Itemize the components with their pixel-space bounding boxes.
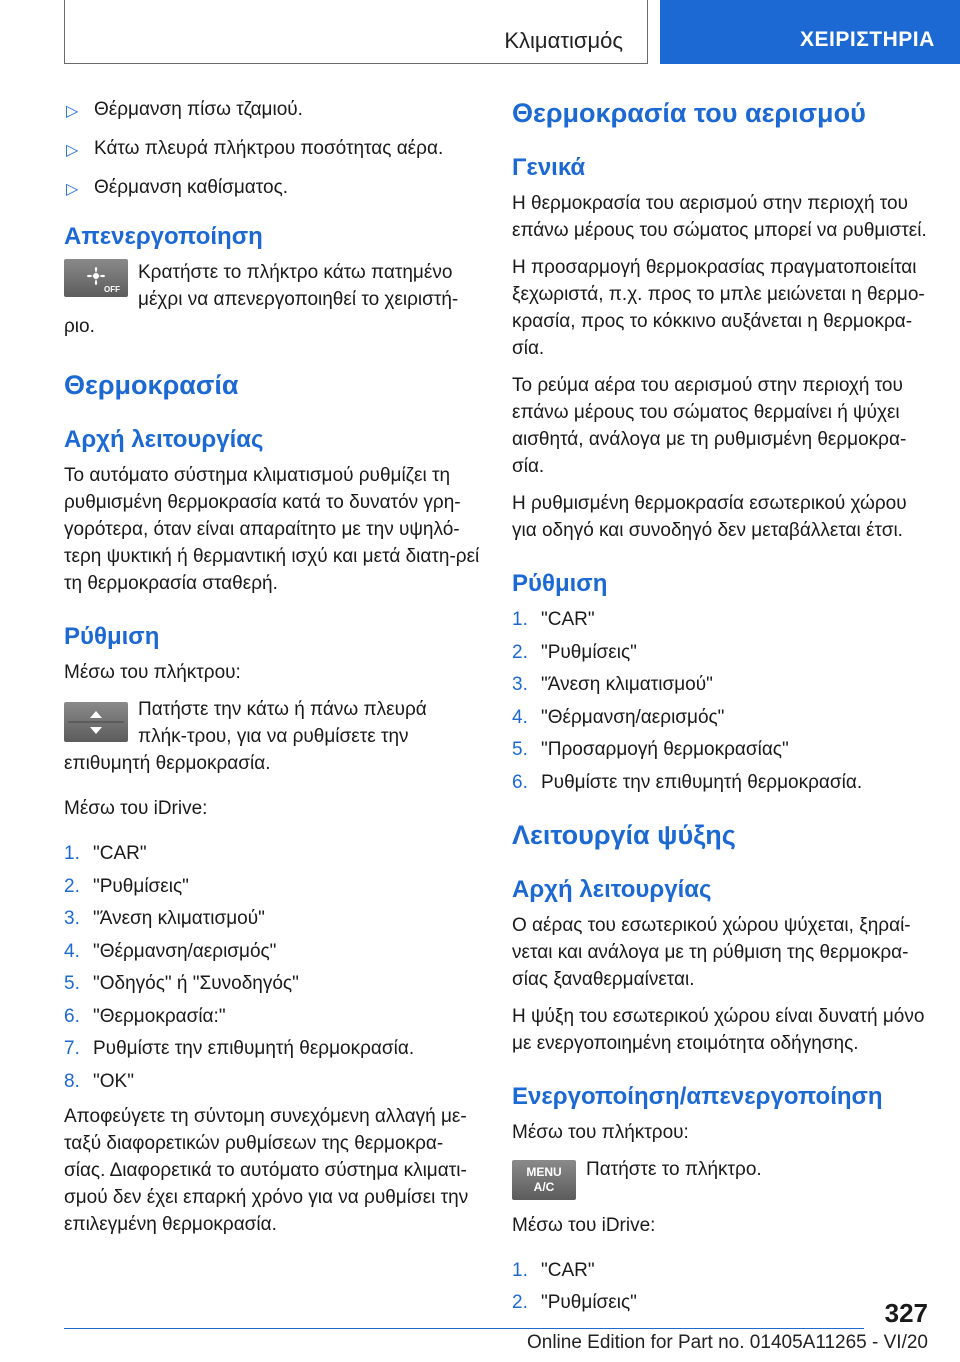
principle-text: Το αυτόματο σύστημα κλιματισμού ρυθμίζει τη ρυθμισμένη θερμοκρασία κατά το δυνατόν γρη-γορότερα, όταν είναι απαραίτητο με την υψηλό-τερη ψυκτική ή θερμαντική ισχύ και μετά διατη-ρεί τη θερμοκρασία σταθερή. [64, 465, 480, 594]
list-item: 3. "Άνεση κλιματισμού" [512, 674, 713, 695]
list-item: ▷ Θέρμανση καθίσματος. [64, 174, 480, 201]
via-idrive-label: Μέσω του iDrive: [512, 1214, 656, 1236]
list-item: 6. Ρυθμίστε την επιθυμητή θερμοκρασία. [512, 771, 863, 793]
temp-button-instruction [64, 696, 480, 777]
idrive-steps [64, 840, 480, 1095]
left-column [64, 96, 480, 1248]
list-item: 2. "Ρυθμίσεις" [512, 1292, 637, 1313]
footer-divider [64, 1328, 864, 1329]
heading-temperature: Θερμοκρασία [64, 370, 239, 400]
heading-cooling-principle: Αρχή λειτουργίας [512, 875, 712, 903]
temp-up-down-button-icon [64, 702, 128, 742]
list-item: 6. "Θερμοκρασία:" [64, 1005, 226, 1027]
paragraph: Η ρυθμισμένη θερμοκρασία εσωτερικού χώρου για οδηγό και συνοδηγό δεν μεταβάλλεται έτσι. [512, 493, 907, 541]
chapter-tab[interactable]: ΧΕΙΡΙΣΤΗΡΙΑ [660, 0, 960, 64]
list-item: 5. "Προσαρμογή θερμοκρασίας" [512, 739, 789, 760]
list-item: ▷ Θέρμανση πίσω τζαμιού. [64, 96, 480, 123]
triangle-bullet-icon: ▷ [66, 181, 79, 198]
menu-ac-button-icon: MENU A/C [512, 1160, 576, 1200]
via-button-label: Μέσω του πλήκτρου: [512, 1121, 689, 1143]
list-item: 1. "CAR" [512, 609, 595, 630]
cooling-steps [512, 1257, 928, 1317]
ac-button-instruction [512, 1156, 928, 1202]
list-item: 1. "CAR" [64, 843, 147, 864]
list-item: 7. Ρυθμίστε την επιθυμητή θερμοκρασία. [64, 1038, 415, 1059]
vent-steps [512, 606, 928, 796]
paragraph: Η θερμοκρασία του αερισμού στην περιοχή του επάνω μέρους του σώματος μπορεί να ρυθμιστεί. [512, 193, 927, 241]
paragraph: Η ψύξη του εσωτερικού χώρου είναι δυνατή μόνο με ενεργοποιημένη ετοιμότητα οδήγησης. [512, 1005, 925, 1054]
heading-setting: Ρύθμιση [64, 623, 160, 650]
heading-vent-temperature: Θερμοκρασία του αερισμού [512, 98, 866, 128]
fan-off-button-icon [64, 259, 128, 297]
via-idrive-label: Μέσω του iDrive: [64, 798, 208, 819]
footer-edition: Online Edition for Part no. 01405A11265 - VI/20 [526, 1332, 928, 1353]
list-item: ▷ Κάτω πλευρά πλήκτρου ποσότητας αέρα. [64, 135, 480, 162]
temp-note: Αποφεύγετε τη σύντομη συνεχόμενη αλλαγή με-ταξύ διαφορετικών ρυθμίσεων της θερμοκρα-σίας. Διαφορετικά το αυτόματο σύστημα κλιματι-σμού δεν έχει επαρκή χρόνο για να ρυθμίσει την επιλεγμένη θερμοκρασία. [64, 1105, 469, 1235]
header-box [64, 0, 648, 64]
deactivate-instruction [64, 259, 480, 340]
list-item: 2. "Ρυθμίσεις" [64, 875, 189, 897]
list-item: 4. "Θέρμανση/αερισμός" [512, 706, 725, 728]
list-item: 8. "OK" [64, 1070, 134, 1092]
paragraph: Η προσαρμογή θερμοκρασίας πραγματοποιείται ξεχωριστά, π.χ. προς το μπλε μειώνεται η θερμο-κρασία, προς το κόκκινο αυξάνεται η θερμοκρα-σία. [512, 257, 925, 359]
section-title: Κλιματισμός [504, 28, 623, 53]
triangle-bullet-icon: ▷ [66, 103, 79, 120]
heading-onoff: Ενεργοποίηση/απενεργοποίηση [512, 1082, 883, 1110]
heading-deactivate: Απενεργοποίηση [64, 223, 263, 250]
paragraph: Το ρεύμα αέρα του αερισμού στην περιοχή του επάνω μέρους του σώματος θερμαίνει ή ψύχει αισθητά, ανάλογα με τη ρυθμισμένη θερμοκρα-σία. [512, 375, 907, 477]
heading-cooling: Λειτουργία ψύξης [512, 819, 736, 850]
off-label: OFF [104, 285, 120, 294]
list-item: 3. "Άνεση κλιματισμού" [64, 908, 265, 929]
heading-vent-setting: Ρύθμιση [512, 570, 608, 597]
list-item: 1. "CAR" [512, 1259, 595, 1281]
deactivate-text: Κρατήστε το πλήκτρο κάτω πατημένο μέχρι να απενεργοποιηθεί το χειριστή-ριο. [64, 262, 459, 337]
right-column [512, 96, 928, 1324]
heading-general: Γενικά [512, 154, 586, 181]
list-item: 2. "Ρυθμίσεις" [512, 641, 637, 663]
paragraph: Ο αέρας του εσωτερικού χώρου ψύχεται, ξηραί-νεται και ανάλογα με τη ρύθμιση της θερμοκρα-σίας ξαναθερμαίνεται. [512, 914, 911, 990]
heading-principle: Αρχή λειτουργίας [64, 426, 264, 453]
ac-button-text: Πατήστε το πλήκτρο. [586, 1158, 762, 1180]
list-item: 5. "Οδηγός" ή "Συνοδηγός" [64, 973, 299, 994]
triangle-bullet-icon: ▷ [66, 142, 79, 159]
page-number: 327 [884, 1298, 928, 1328]
temp-button-text: Πατήστε την κάτω ή πάνω πλευρά πλήκ-τρου, για να ρυθμίσετε την επιθυμητή θερμοκρασία. [64, 699, 427, 774]
list-item: 4. "Θέρμανση/αερισμός" [64, 940, 277, 962]
via-button-label: Μέσω του πλήκτρου: [64, 662, 241, 683]
